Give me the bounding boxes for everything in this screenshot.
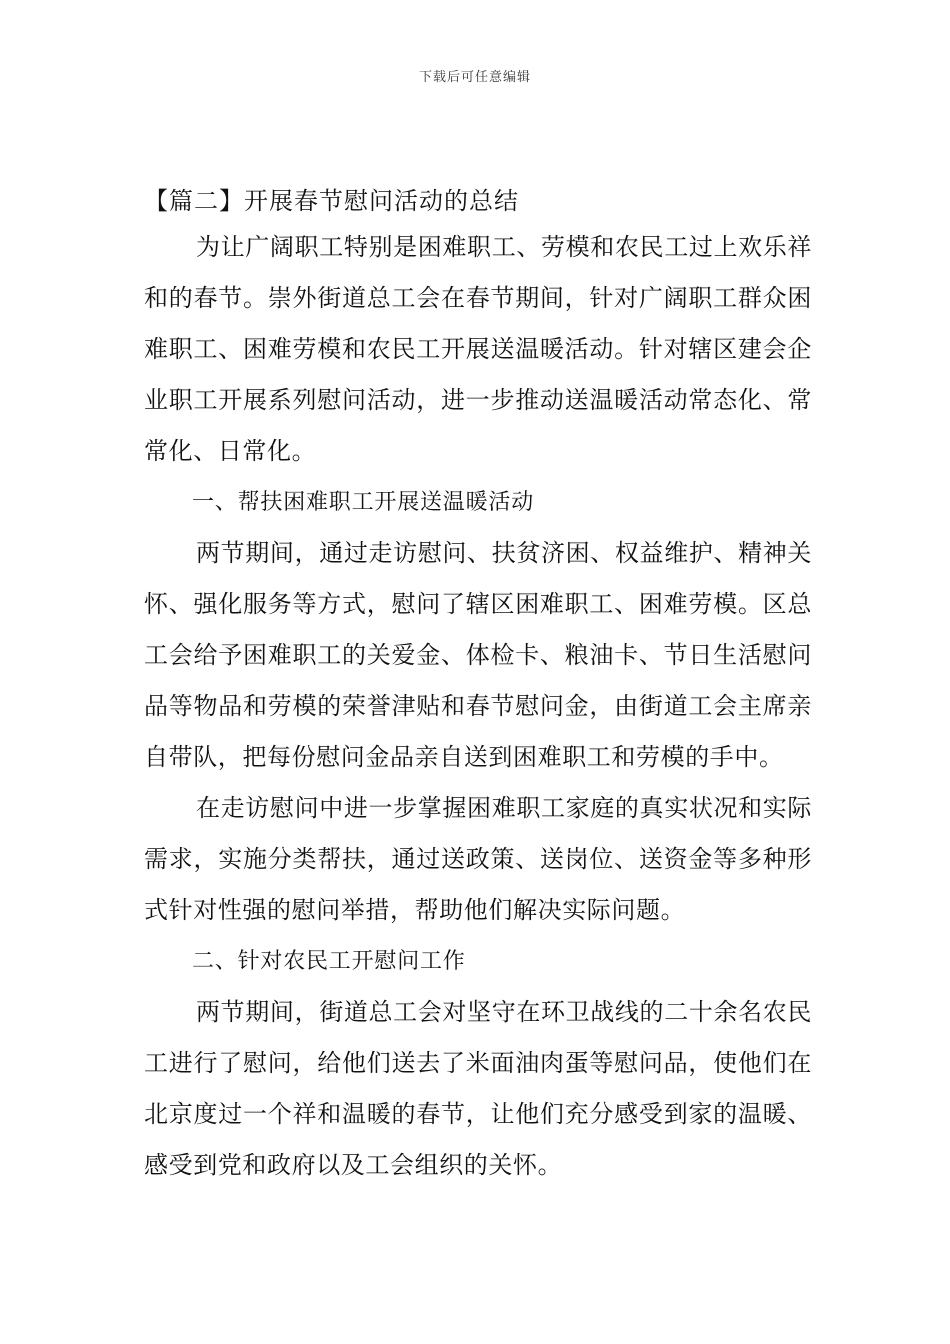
intro-paragraph: 为让广阔职工特别是困难职工、劳模和农民工过上欢乐祥和的春节。崇外街道总工会在春节期间，针对广阔职工群众困难职工、困难劳模和农民工开展送温暖活动。针对辖区建会企业职工开展系列慰问活动，进一步推动送温暖活动常态化、常常化、日常化。 bbox=[144, 233, 812, 465]
section2-paragraph-1: 两节期间，街道总工会对坚守在环卫战线的二十余名农民工进行了慰问，给他们送去了米面油肉蛋等慰问品，使他们在北京度过一个祥和温暖的春节，让他们充分感受到家的温暖、感受到党和政府以及工会组织的关怀。 bbox=[144, 998, 812, 1179]
section-heading-2: 二、针对农民工开慰问工作 bbox=[192, 949, 466, 974]
section1-paragraph-2: 在走访慰问中进一步掌握困难职工家庭的真实状况和实际需求，实施分类帮扶，通过送政策、送岗位、送资金等多种形式针对性强的慰问举措，帮助他们解决实际问题。 bbox=[144, 794, 812, 924]
section-heading-1: 一、帮扶困难职工开展送温暖活动 bbox=[192, 490, 535, 515]
document-title: 【篇二】开展春节慰问活动的总结 bbox=[144, 187, 519, 215]
section1-paragraph-1: 两节期间，通过走访慰问、扶贫济困、权益维护、精神关怀、强化服务等方式，慰问了辖区困难职工、困难劳模。区总工会给予困难职工的关爱金、体检卡、粮油卡、节日生活慰问品等物品和劳模的荣誉津贴和春节慰问金，由街道工会主席亲自带队，把每份慰问金品亲自送到困难职工和劳模的手中。 bbox=[144, 539, 812, 771]
page-header-note: 下载后可任意编辑 bbox=[418, 70, 531, 85]
document-body bbox=[144, 176, 812, 1191]
